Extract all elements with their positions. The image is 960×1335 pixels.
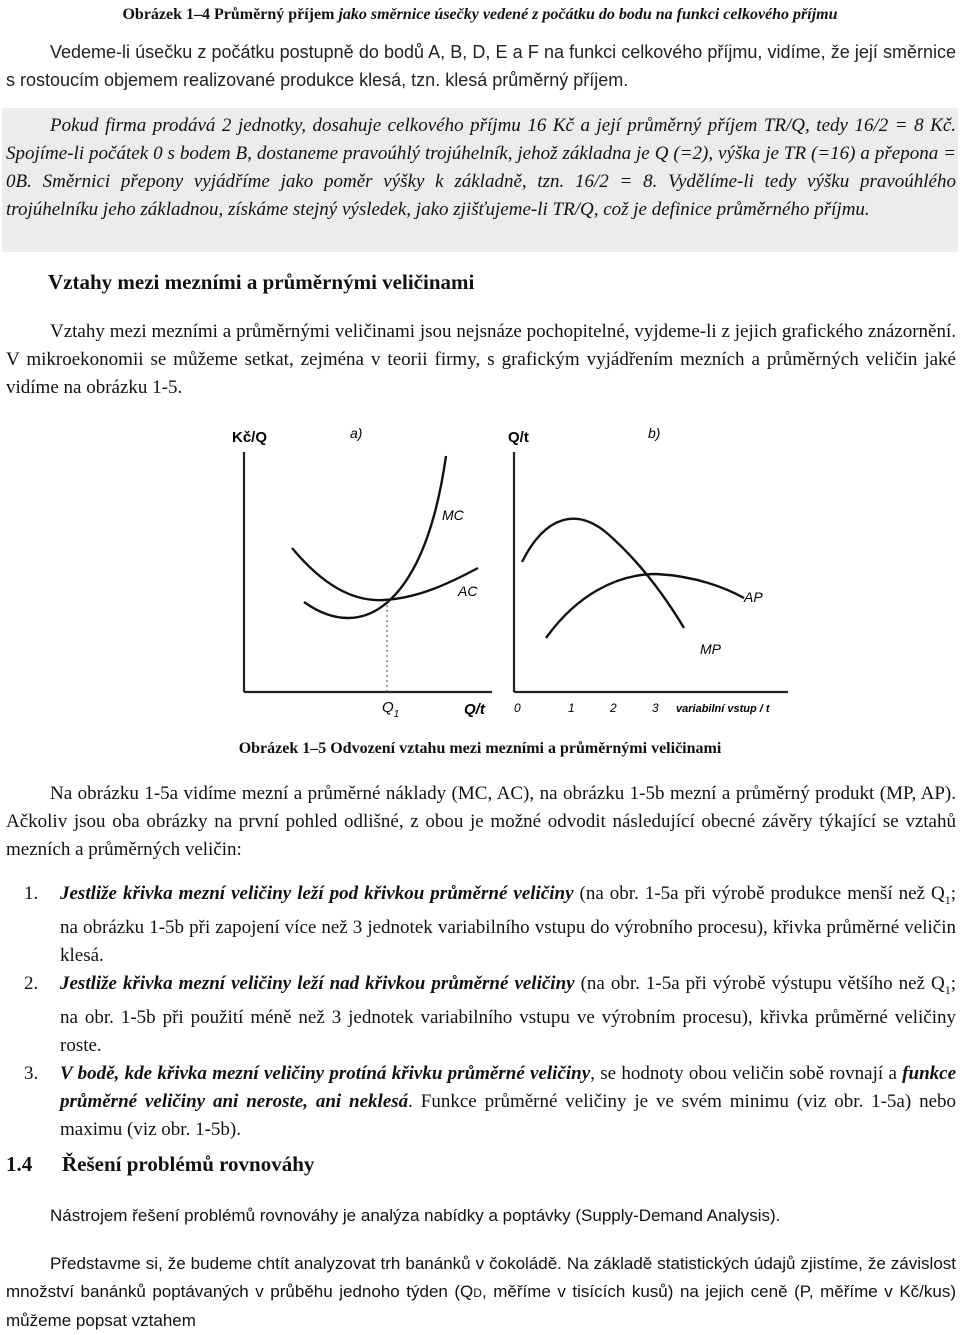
mc-curve — [304, 456, 446, 618]
subsection-number: 1.4 — [6, 1152, 33, 1176]
market-text-a: Představme si, že budeme chtít analyzovat trh banánků v čokoládě. Na základě statistických údajů zjistíme, že závislost množství banánků poptávaných v průběhu jednoho týden (Q — [6, 1254, 956, 1301]
figure-caption-1-4 — [0, 6, 960, 24]
rule-bold: Jestliže křivka mezní veličiny leží nad křivkou průměrné veličiny — [60, 972, 575, 994]
rule-number: 1. — [24, 883, 39, 904]
rule-bold: V bodě, kde křivka mezní veličiny protíná křivku průměrné veličiny — [60, 1062, 591, 1084]
rule-text: (na obr. 1-5a při výrobě produkce menší než Q — [573, 883, 945, 904]
ap-label: AP — [744, 589, 763, 605]
paragraph-conclusions: Na obrázku 1-5a vidíme mezní a průměrné náklady (MC, AC), na obrázku 1-5b mezní a průměrný produkt (MP, AP). Ačkoliv jsou oba obrázky na první pohled odlišné, z obou je možné odvodit následující obecné závěry týkající se vztahů mezních a průměrných veličin: — [6, 783, 956, 860]
rule-text: , se hodnoty obou veličin sobě rovnají a — [590, 1062, 903, 1084]
panel-b-ylabel: Q/t — [508, 429, 529, 446]
market-text-b: , měříme v tisících kusů) na jejich ceně (P, měříme v Kč/kus) můžeme popsat vztahem — [6, 1282, 957, 1330]
paragraph-market — [6, 1250, 956, 1335]
paragraph-slope: Vedeme-li úsečku z počátku postupně do bodů A, B, D, E a F na funkci celkového příjmu, vidíme, že její směrnice s rostoucím objemem realizované produkce klesá, tzn. klesá průměrný příjem. — [6, 42, 956, 90]
paragraph-example-italic: Pokud firma prodává 2 jednotky, dosahuje celkového příjmu 16 Kč a její průměrný příjem TR/Q, tedy 16/2 = 8 Kč. Spojíme-li počátek 0 s bodem B, dostaneme pravoúhlý trojúhelník, jehož základna je Q (=2), výška je TR (=16) a přepona = 0B. Směrnici přepony vyjádříme jako poměr výšky k základně, tzn. 16/2 = 8. Vydělíme-li tedy výšku pravoúhlého trojúhelníku jeho základnou, získáme stejný výsledek, jako zjišťujeme-li TR/Q, což je definice průměrného příjmu. — [6, 115, 956, 220]
section-heading: Vztahy mezi mezními a průměrnými veličinami — [48, 270, 475, 294]
rule-text: (na obr. 1-5a při výrobě výstupu většího než Q — [574, 972, 945, 994]
tick-3: 3 — [652, 701, 659, 715]
market-sub: D — [473, 1286, 482, 1300]
paragraph-intro: Vztahy mezi mezními a průměrnými veličinami jsou nejsnáze pochopitelné, vyjdeme-li z jejich grafického znázornění. V mikroekonomii se můžeme setkat, zejména v teorii firmy, s grafickým vyjádřením mezních a průměrných veličin jaké vidíme na obrázku 1-5. — [6, 321, 956, 398]
panel-a — [232, 425, 492, 720]
paragraph-tool: Nástrojem řešení problémů rovnováhy je analýza nabídky a poptávky (Supply-Demand Analysis). — [50, 1206, 781, 1225]
rule-item-1 — [6, 880, 956, 970]
rule-number: 2. — [24, 972, 39, 994]
rule-sub: 1 — [944, 892, 951, 907]
rule-bold-2: funkce průměrné veličiny ani neroste, ani neklesá — [60, 1062, 956, 1112]
rules-list — [6, 880, 956, 1144]
rule-text: ; na obr. 1-5b při použití méně než 3 jednotek variabilního vstupu ve výrobním procesu), křivka průměrné veličiny roste. — [60, 972, 956, 1056]
panel-a-xlabel: Q/t — [464, 701, 485, 718]
rule-item-3 — [6, 1060, 956, 1144]
rule-item-2 — [6, 970, 956, 1060]
subsection-title: Řešení problémů rovnováhy — [62, 1152, 315, 1176]
panel-b — [508, 425, 788, 715]
q1-label: $Q_1$ — [382, 699, 400, 720]
subsection-heading — [6, 1152, 314, 1177]
tick-1: 1 — [568, 701, 575, 715]
tick-2: 2 — [610, 701, 617, 715]
rule-number: 3. — [24, 1062, 39, 1084]
rule-sub: 1 — [944, 982, 951, 997]
mp-label: MP — [700, 641, 721, 657]
panel-a-ylabel: Kč/Q — [232, 429, 268, 446]
caption-prefix: Obrázek 1–4 Průměrný příjem — [122, 6, 339, 23]
tick-0: 0 — [514, 701, 521, 715]
panel-b-tag: b) — [648, 425, 661, 441]
ac-label: AC — [458, 583, 478, 599]
figure-caption-1-5: Obrázek 1–5 Odvození vztahu mezi mezními a průměrnými veličinami — [238, 740, 722, 757]
caption-italic: jako směrnice úsečky vedené z počátku do bodu na funkci celkového příjmu — [338, 6, 838, 23]
panel-b-xlabel: variabilní vstup / t — [676, 703, 770, 715]
ap-curve — [546, 574, 744, 638]
rule-bold: Jestliže křivka mezní veličiny leží pod křivkou průměrné veličiny — [60, 883, 574, 904]
figure-1-5 — [196, 416, 796, 726]
rule-text: . Funkce průměrné veličiny je ve svém minimu (viz obr. 1-5a) nebo maximu (viz obr. 1-5b). — [60, 1090, 957, 1140]
ac-curve — [292, 548, 478, 600]
panel-a-tag: a) — [350, 425, 363, 441]
rule-text: ; na obrázku 1-5b při zapojení více než 3 jednotek variabilního vstupu do výrobního procesu), křivka průměrné veličin klesá. — [60, 883, 956, 966]
mc-label: MC — [442, 507, 464, 523]
